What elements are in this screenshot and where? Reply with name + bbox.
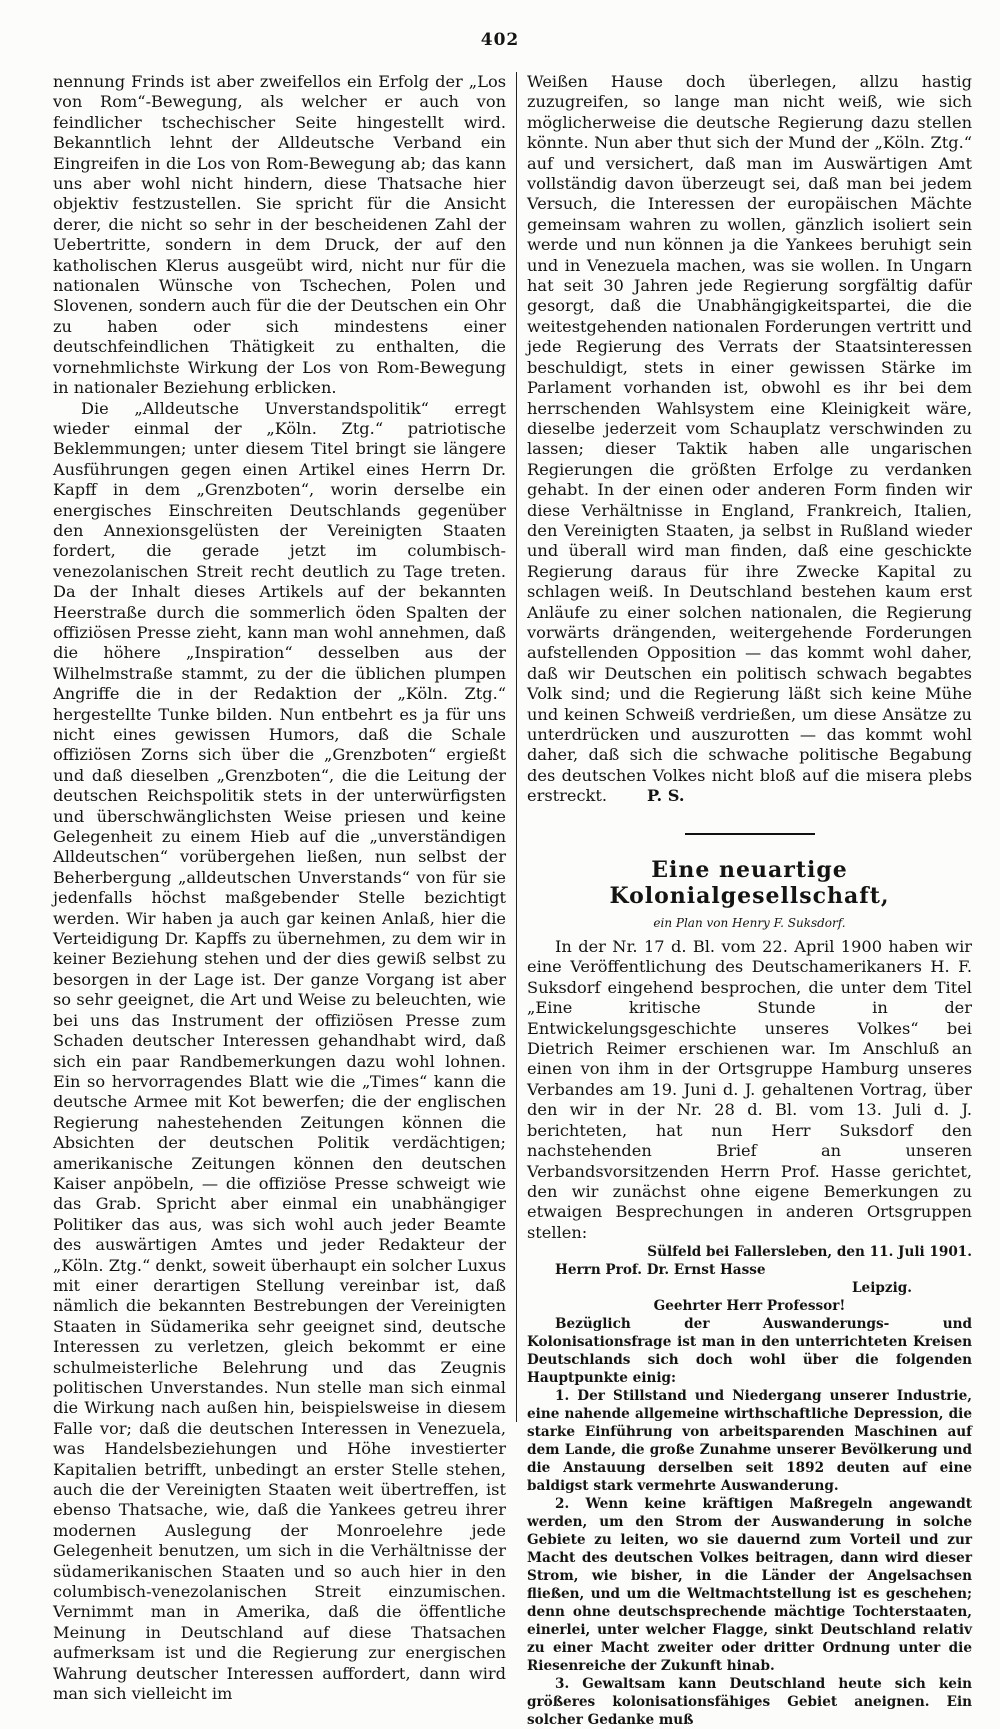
letter-place-date: Sülfeld bei Fallersleben, den 11. Juli 1901. — [647, 1244, 972, 1261]
author-signature: P. S. — [646, 786, 685, 806]
left-paragraph-1: nennung Frinds ist aber zweifellos ein Erfolg der „Los von Rom“-Bewegung, als welcher er auch von feindlicher tschechischer Seite hingestellt wird. Bekanntlich lehnt der Alldeutsche Verband ein Eingreifen in die Los von Rom-Bewegung ab; das kann uns aber wohl nicht hindern, diese Thatsache hier objektiv festzustellen. Sie spricht für die Ansicht derer, die nicht so sehr in der bescheidenen Zahl der Uebertritte, sondern in dem Druck, der auf den katholischen Klerus ausgeübt wird, nicht nur für die nationalen Wünsche von Tschechen, Polen und Slovenen, sondern auch für die der Deutschen ein Ohr zu haben oder sich mindestens einer deutschfeindlichen Thätigkeit zu enthalten, die vornehmlichste Wirkung der Los von Rom-Bewegung in nationaler Beziehung erblicken. — [53, 72, 506, 398]
page-number: 402 — [480, 30, 520, 50]
letter-intro: Bezüglich der Auswanderungs- und Kolonisationsfrage ist man in den unterrichteten Kreisen Deutschlands sich doch wohl über die folgenden Hauptpunkte einig: — [527, 1316, 972, 1387]
letter-point-3: 3. Gewaltsam kann Deutschland heute sich kein größeres kolonisationsfähiges Gebiet aneignen. Ein solcher Gedanke muß — [527, 1676, 972, 1729]
letter-salutation: Geehrter Herr Professor! — [653, 1298, 846, 1315]
letter-city: Leipzig. — [852, 1280, 912, 1297]
article-subtitle: ein Plan von Henry F. Suksdorf. — [653, 915, 846, 930]
right-column — [527, 72, 972, 1729]
article-title: Eine neuartige Kolonialgesellschaft, — [609, 856, 890, 909]
letter-point-2: 2. Wenn keine kräftigen Maßregeln angewandt werden, um den Strom der Auswanderung in solche Gebiete zu leiten, wo sie dauernd zum Vorteil und zur Macht des deutschen Volkes beitragen, dann wird dieser Strom, wie bisher, in die Länder der Angelsachsen fließen, und um die Weltmachtstellung ist es geschehen; denn ohne deutschsprechende mächtige Tochterstaaten, einerlei, unter welcher Flagge, sinkt Deutschland relativ zu einer Macht zweiter oder dritter Ordnung unter die Riesenreiche der Zukunft hinab. — [527, 1496, 972, 1675]
section-divider — [685, 833, 815, 835]
letter-addressee: Herrn Prof. Dr. Ernst Hasse — [555, 1262, 766, 1279]
left-paragraph-2: Die „Alldeutsche Unverstandspolitik“ erregt wieder einmal der „Köln. Ztg.“ patriotische Beklemmungen; unter diesem Titel bringt sie längere Ausführungen gegen einen Artikel eines Herrn Dr. Kapff in dem „Grenzboten“, worin derselbe ein energisches Einschreiten Deutschlands gegenüber den Annexionsgelüsten der Vereinigten Staaten fordert, die gerade jetzt im columbisch-venezolanischen Streit recht deutlich zu Tage treten. Da der Inhalt dieses Artikels auf der bekannten Heerstraße durch die sommerlich öden Spalten der offiziösen Presse zieht, kann man wohl annehmen, daß die höhere „Inspiration“ desselben aus der Wilhelmstraße stammt, zu der die üblichen plumpen Angriffe die in der Redaktion der „Köln. Ztg.“ hergestellte Tunke bilden. Nun entbehrt es ja für uns nicht eines gewissen Humors, daß die Schale offiziösen Zorns sich über die „Grenzboten“ ergießt und daß dieselben „Grenzboten“, die die Leitung der deutschen Reichspolitik stets in der unterwürfigsten und überschwänglichsten Weise priesen und keine Gelegenheit zu einem Hieb auf die „unverständigen Alldeutschen“ vorübergehen ließen, nun selbst der Beherbergung „alldeutschen Unverstands“ von für sie jedenfalls höchst maßgebender Stelle bezichtigt werden. Wir haben ja auch gar keinen Anlaß, hier die Verteidigung Dr. Kapffs zu übernehmen, zu dem wir in keiner Beziehung stehen und der dies gewiß selbst zu besorgen in der Lage ist. Der ganze Vorgang ist aber so sehr geeignet, die Art und Weise zu beleuchten, wie bei uns das Instrument der offiziösen Presse zum Schaden deutscher Interessen gehandhabt wird, daß sich ein paar Randbemerkungen dazu wohl lohnen. Ein so hervorragendes Blatt wie die „Times“ kann die deutsche Armee mit Kot bewerfen; die der englischen Regierung nahestehenden Zeitungen können die Absichten der deutschen Politik verdächtigen; amerikanische Zeitungen können den deutschen Kaiser anpöbeln, — die offiziöse Presse schweigt wie das Grab. Spricht aber einmal ein unabhängiger Politiker das aus, was sich wohl auch jeder Beamte des auswärtigen Amtes und jeder Redakteur der „Köln. Ztg.“ denkt, soweit überhaupt ein solcher Luxus mit einer derartigen Stellung vereinbar ist, daß nämlich die bekannten Bestrebungen der Vereinigten Staaten in Südamerika sehr geeignet sind, deutsche Interessen zu verletzen, gleich bekommt er eine schulmeisterliche Belehrung und das Zeugnis politischen Unverstandes. Nun stelle man sich einmal die Wirkung nach außen hin, beispielsweise in diesem Falle vor; daß die deutschen Interessen in Venezuela, was Handelsbeziehungen und Höhe investierter Kapitalien betrifft, unbedingt an erster Stelle stehen, auch die der Vereinigten Staaten weit übertreffen, ist ebenso Thatsache, wie, daß die Yankees getreu ihrer modernen Auslegung der Monroelehre jede Gelegenheit benutzen, um sich in die Verhältnisse der südamerikanischen Staaten und so auch hier in den columbisch-venezolanischen Streit einzumischen. Vernimmt man in Amerika, daß die öffentliche Meinung in Deutschland auf diese Thatsachen aufmerksam ist und die Regierung zur energischen Wahrung deutscher Interessen auffordert, dann wird man sich vielleicht im — [53, 398, 506, 1704]
column-divider — [516, 72, 517, 1422]
letter — [527, 1243, 972, 1729]
right-paragraph-1-text: Weißen Hause doch überlegen, allzu hastig zuzugreifen, so lange man nicht weiß, wie sich möglicherweise die deutsche Regierung dazu stellen könnte. Nun aber thut sich der Mund der „Köln. Ztg.“ auf und versichert, daß man im Auswärtigen Amt vollständig davon überzeugt sei, daß man bei jedem Versuch, die Interessen der europäischen Mächte gemeinsam wahren zu wollen, gänzlich isoliert sein werde und nun können ja die Yankees beruhigt sein und in Venezuela machen, was sie wollen. In Ungarn hat seit 30 Jahren jede Regierung sorgfältig dafür gesorgt, daß die Unabhängigkeitspartei, die die weitestgehenden nationalen Forderungen vertritt und jede Regierung des Verrats der Staatsinteressen beschuldigt, stets in einer gewissen Stärke im Parlament vorhanden ist, obwohl es ihr bei dem herrschenden Wahlsystem eine Kleinigkeit wäre, dieselbe jederzeit vom Schauplatz verschwinden zu lassen; dieser Taktik haben alle ungarischen Regierungen die größten Erfolge zu verdanken gehabt. In der einen oder anderen Form finden wir diese Verhältnisse in England, Frankreich, Italien, den Vereinigten Staaten, ja selbst in Rußland wieder und überall wird man finden, daß eine geschickte Regierung daraus für ihre Zwecke Kapital zu schlagen weiß. In Deutschland bestehen kaum erst Anläufe zu einer solchen nationalen, die Regierung vorwärts drängenden, weitergehende Forderungen aufstellenden Opposition — das kommt wohl daher, daß wir Deutschen ein politisch schwach begabtes Volk sind; und die Regierung läßt sich keine Mühe und keinen Schweiß verdrießen, um diese Ansätze zu unterdrücken und auszurotten — das kommt wohl daher, daß sich die schwache politische Begabung des deutschen Volkes nicht bloß auf die misera plebs erstreckt. — [527, 72, 972, 806]
letter-point-1: 1. Der Stillstand und Niedergang unserer Industrie, eine nahende allgemeine wirthschaftliche Depression, die starke Einführung von arbeitsparenden Maschinen auf dem Lande, die große Zunahme unserer Bevölkerung und die Anstauung derselben seit 1892 deuten auf eine baldigst stark vermehrte Auswanderung. — [527, 1388, 972, 1495]
right-paragraph-1 — [527, 72, 972, 807]
article-intro-paragraph: In der Nr. 17 d. Bl. vom 22. April 1900 haben wir eine Veröffentlichung des Deutschamerikaners H. F. Suksdorf eingehend besprochen, die unter dem Titel „Eine kritische Stunde in der Entwickelungsgeschichte unseres Volkes“ bei Dietrich Reimer erschienen war. Im Anschluß an einen von ihm in der Ortsgruppe Hamburg unseres Verbandes am 19. Juni d. J. gehaltenen Vortrag, über den wir in der Nr. 28 d. Bl. vom 13. Juli d. J. berichteten, hat nun Herr Suksdorf den nachstehenden Brief an unseren Verbandsvorsitzenden Herrn Prof. Hasse gerichtet, den wir zunächst ohne eigene Bemerkungen zu etwaigen Besprechungen in anderen Ortsgruppen stellen: — [527, 937, 972, 1242]
left-column — [53, 72, 506, 1705]
